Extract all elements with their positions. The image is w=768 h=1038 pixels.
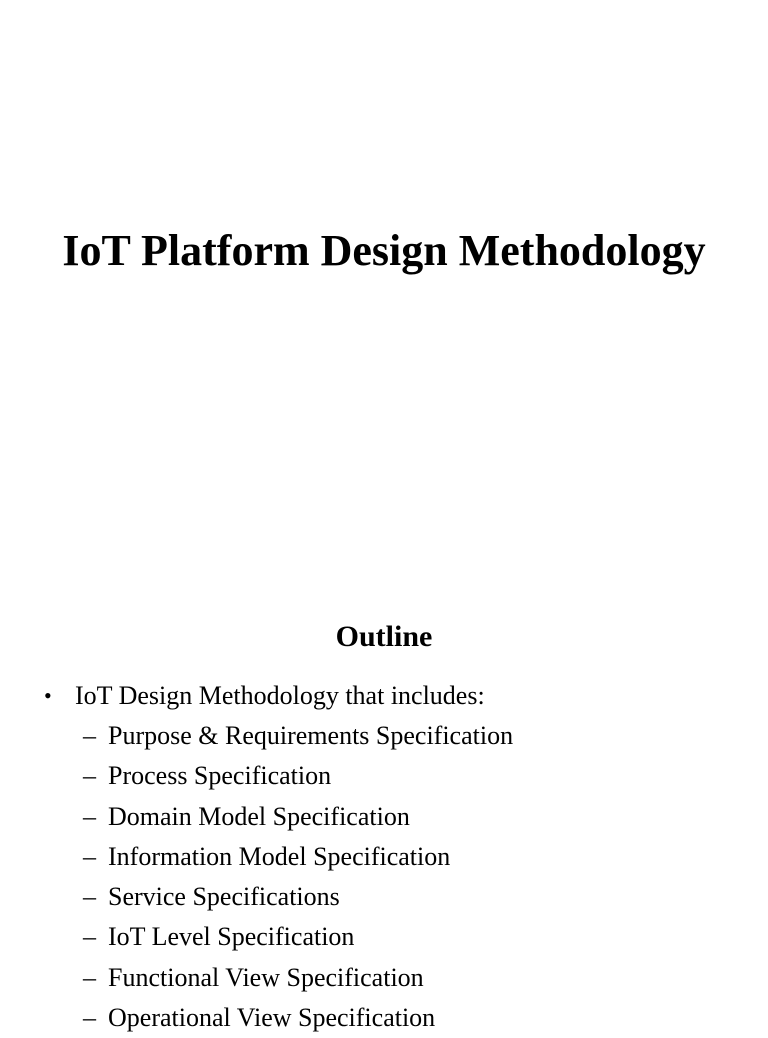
- sub-list: [75, 716, 768, 1038]
- sub-item-text: Purpose & Requirements Specification: [108, 721, 514, 750]
- sub-item-text: Operational View Specification: [108, 1003, 436, 1033]
- dash-icon: –: [83, 841, 96, 871]
- sub-item: [75, 797, 768, 837]
- sub-item-text: Functional View Specification: [108, 962, 424, 992]
- dash-icon: –: [83, 761, 96, 791]
- bullet-list: [0, 676, 768, 1038]
- sub-item: [75, 958, 768, 998]
- sub-item: [75, 917, 768, 957]
- dash-icon: –: [83, 1003, 96, 1033]
- sub-item: [75, 837, 768, 877]
- sub-item: [75, 877, 768, 917]
- bullet-item: [0, 676, 768, 1038]
- bullet-text: IoT Design Methodology that includes:: [75, 681, 485, 710]
- sub-item: [75, 756, 768, 796]
- slide-title: IoT Platform Design Methodology: [62, 226, 706, 275]
- sub-item-text: Information Model Specification: [108, 841, 451, 871]
- sub-item-text: Domain Model Specification: [108, 801, 410, 831]
- sub-item-text: Service Specifications: [108, 882, 340, 912]
- sub-item: [75, 998, 768, 1038]
- bullet-dot-icon: •: [44, 683, 52, 708]
- dash-icon: –: [83, 801, 96, 831]
- sub-item: [75, 716, 768, 756]
- dash-icon: –: [83, 721, 96, 750]
- sub-item-text: IoT Level Specification: [108, 922, 355, 952]
- outline-heading: Outline: [335, 620, 433, 653]
- dash-icon: –: [83, 962, 96, 992]
- sub-item-text: Process Specification: [108, 761, 332, 791]
- dash-icon: –: [83, 922, 96, 952]
- dash-icon: –: [83, 882, 96, 912]
